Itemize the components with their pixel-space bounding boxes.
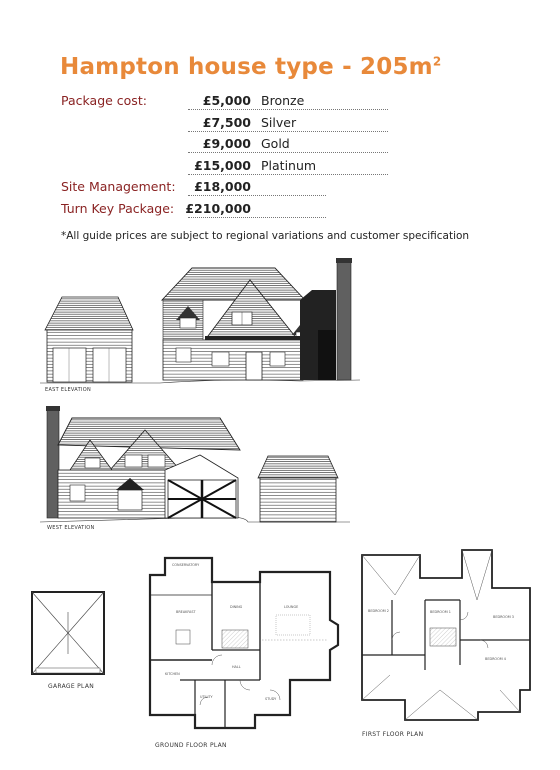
west-elevation-caption: WEST ELEVATION (47, 525, 95, 531)
package-tier: Gold (261, 136, 290, 151)
garage-plan-caption: GARAGE PLAN (48, 683, 95, 690)
turn-key-amount: £210,000 (185, 200, 251, 216)
room-label: HALL (232, 665, 241, 669)
east-elevation-drawing (40, 258, 360, 393)
package-tier: Bronze (261, 93, 305, 108)
package-cost-label: Package cost: (61, 93, 147, 108)
site-management-label: Site Management: (61, 179, 176, 194)
room-label: STUDY (265, 697, 277, 701)
west-elevation-drawing (40, 406, 350, 531)
site-management-amount: £18,000 (194, 179, 251, 194)
price-disclaimer: *All guide prices are subject to regional variations and customer specification (61, 230, 470, 242)
ground-floor-plan-caption: GROUND FLOOR PLAN (155, 742, 227, 749)
room-label: BEDROOM 1 (430, 610, 451, 614)
room-label: BEDROOM 3 (493, 615, 514, 619)
room-label: KITCHEN (165, 672, 180, 676)
room-label: BREAKFAST (176, 610, 196, 614)
room-label: BEDROOM 2 (368, 609, 389, 613)
east-elevation-caption: EAST ELEVATION (45, 387, 92, 393)
title-text: Hampton house type - 205m (60, 54, 433, 80)
title-superscript: 2 (432, 54, 442, 69)
package-amount: £9,000 (202, 136, 251, 151)
room-label: DINING (230, 605, 243, 609)
package-tier: Silver (261, 114, 297, 130)
package-amount: £15,000 (194, 157, 251, 173)
first-floor-plan-drawing (362, 550, 530, 738)
room-label: CONSERVATORY (172, 563, 200, 567)
room-label: UTILITY (200, 695, 213, 699)
room-label: BEDROOM 4 (485, 657, 506, 661)
first-floor-plan-caption: FIRST FLOOR PLAN (362, 731, 424, 738)
room-label: LOUNGE (284, 605, 299, 609)
package-tier: Platinum (261, 157, 317, 173)
package-amount: £5,000 (202, 93, 251, 108)
turn-key-label: Turn Key Package: (61, 200, 175, 216)
garage-plan-drawing (32, 592, 104, 690)
ground-floor-plan-drawing (150, 558, 338, 749)
package-amount: £7,500 (202, 114, 251, 130)
